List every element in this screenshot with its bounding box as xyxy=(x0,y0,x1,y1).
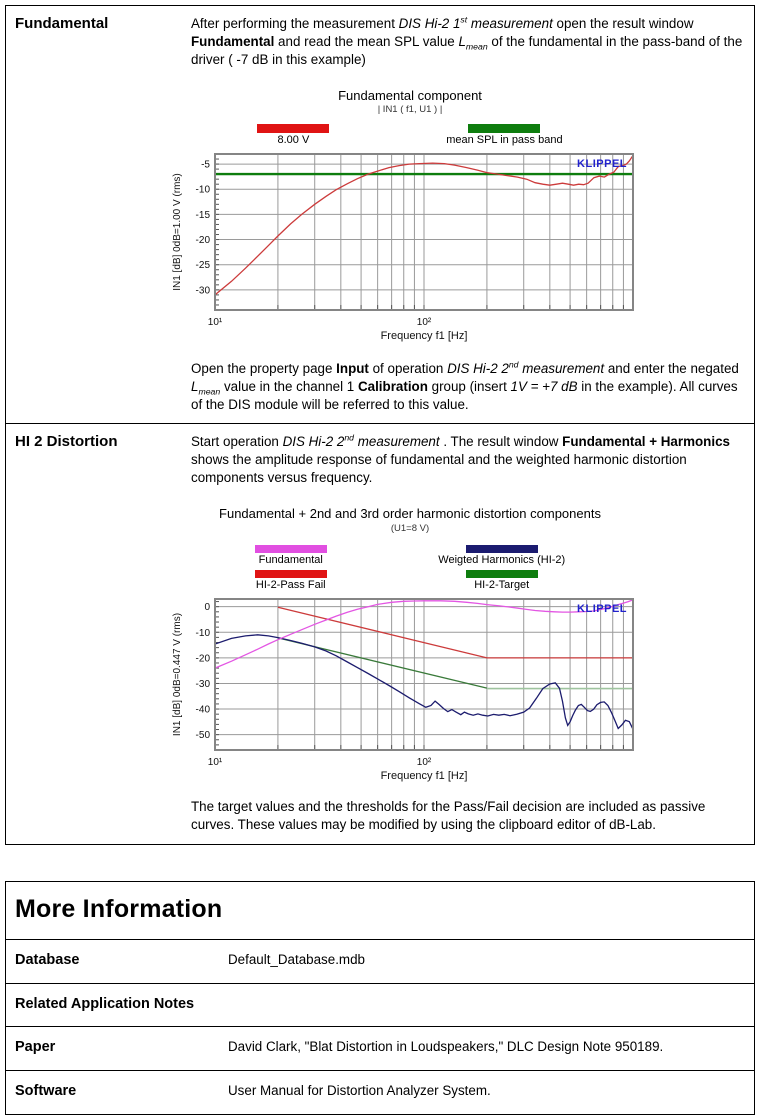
row-value xyxy=(228,995,746,1014)
svg-text:IN1 [dB] 0dB=0.447 V (rms): IN1 [dB] 0dB=0.447 V (rms) xyxy=(172,612,183,736)
row-value: David Clark, "Blat Distortion in Loudspeakers," DLC Design Note 950189. xyxy=(228,1039,664,1055)
svg-text:-10: -10 xyxy=(195,627,210,639)
svg-text:0: 0 xyxy=(204,601,210,613)
row-label: Paper xyxy=(15,1039,56,1056)
legend-label: Fundamental xyxy=(258,554,323,567)
svg-text:-15: -15 xyxy=(195,209,210,221)
legend-entry xyxy=(255,542,327,567)
svg-text:-5: -5 xyxy=(201,159,210,171)
row-value: Default_Database.mdb xyxy=(228,951,365,967)
chart-title: Fundamental + 2nd and 3rd order harmonic distortion components xyxy=(219,506,601,522)
paragraph: Start operation DIS Hi-2 2nd measurement . The result window Fundamental + Harmonics shows the amplitude response of fundamental and the weighted harmonic distortion components versus frequency. xyxy=(191,433,730,486)
svg-text:KLIPPEL: KLIPPEL xyxy=(577,602,627,615)
distortion-chart xyxy=(169,593,645,786)
table-row-hi2-distortion xyxy=(6,423,754,843)
row-label: Related Application Notes xyxy=(15,995,195,1012)
svg-text:Frequency f1 [Hz]: Frequency f1 [Hz] xyxy=(380,769,468,782)
legend-entry xyxy=(438,542,565,567)
row-value: User Manual for Distortion Analyzer System. xyxy=(228,1083,491,1099)
more-information-table xyxy=(5,881,755,1115)
table-row-database xyxy=(6,939,754,983)
legend-swatch xyxy=(466,545,538,553)
chart-subtitle: | IN1 ( f1, U1 ) | xyxy=(377,104,443,116)
svg-text:-20: -20 xyxy=(195,653,210,665)
svg-text:Frequency f1 [Hz]: Frequency f1 [Hz] xyxy=(380,329,468,342)
table-row-fundamental xyxy=(6,6,754,423)
legend-label: 8.00 V xyxy=(277,133,310,146)
legend-label: HI-2-Pass Fail xyxy=(255,579,326,592)
svg-text:-30: -30 xyxy=(195,678,210,690)
chart-legend xyxy=(199,542,621,591)
legend-label: mean SPL in pass band xyxy=(446,133,563,146)
measurement-table xyxy=(5,5,755,845)
legend-entry xyxy=(255,567,327,592)
more-information-title: More Information xyxy=(15,894,223,923)
svg-text:-20: -20 xyxy=(195,234,210,246)
paragraph: Open the property page Input of operation DIS Hi-2 2nd measurement and enter the negated $L_{mean}$ value in the channel 1 Calibration group (insert 1V = +7 dB in the example). All curves of the DIS module will be referred to this value. xyxy=(191,359,739,412)
row-label: Fundamental xyxy=(15,15,109,32)
legend-swatch xyxy=(255,545,327,553)
row-content xyxy=(172,6,754,423)
row-label: Database xyxy=(15,951,80,968)
table-row-related-application-notes xyxy=(6,983,754,1027)
row-content xyxy=(172,424,754,843)
svg-text:10¹: 10¹ xyxy=(207,316,223,328)
svg-text:10¹: 10¹ xyxy=(207,756,223,768)
legend-entry xyxy=(257,124,329,147)
svg-text:-50: -50 xyxy=(195,729,210,741)
chart-subtitle: (U1=8 V) xyxy=(390,522,430,534)
svg-text:IN1 [dB] 0dB=1.00 V (rms): IN1 [dB] 0dB=1.00 V (rms) xyxy=(172,172,183,291)
legend-label: HI-2-Target xyxy=(474,579,530,592)
svg-text:-30: -30 xyxy=(195,284,210,296)
svg-text:10²: 10² xyxy=(416,316,432,328)
legend-entry xyxy=(466,567,538,592)
legend-swatch xyxy=(466,570,538,578)
table-row-paper xyxy=(6,1026,754,1070)
svg-text:-25: -25 xyxy=(195,259,210,271)
fundamental-chart xyxy=(169,148,645,346)
svg-text:-10: -10 xyxy=(195,184,210,196)
legend-swatch xyxy=(468,124,540,133)
svg-text:-40: -40 xyxy=(195,704,210,716)
distortion-chart-block xyxy=(169,505,651,785)
legend-entry xyxy=(446,124,562,147)
table-row-software xyxy=(6,1070,754,1114)
legend-label: Weigted Harmonics (HI-2) xyxy=(438,554,566,567)
legend-swatch xyxy=(257,124,329,133)
row-label: HI 2 Distortion xyxy=(15,433,118,451)
legend-column xyxy=(255,542,327,591)
legend-swatch xyxy=(255,570,327,578)
paragraph: The target values and the thresholds for the Pass/Fail decision are included as passive curves. These values may be modified by using the clipboard editor of dB-Lab. xyxy=(191,798,706,832)
svg-text:KLIPPEL: KLIPPEL xyxy=(577,157,627,170)
row-label: Software xyxy=(15,1083,77,1100)
chart-title: Fundamental component xyxy=(338,87,482,103)
svg-text:10²: 10² xyxy=(416,756,432,768)
legend-column xyxy=(438,542,565,591)
paragraph: After performing the measurement DIS Hi-2 1st measurement open the result window Fundamental and read the mean SPL value $L_{mean}$ of the fundamental in the pass-band of the driver ( -7 dB in this example) xyxy=(191,14,743,67)
fundamental-chart-block xyxy=(169,87,651,346)
chart-legend xyxy=(199,124,621,147)
